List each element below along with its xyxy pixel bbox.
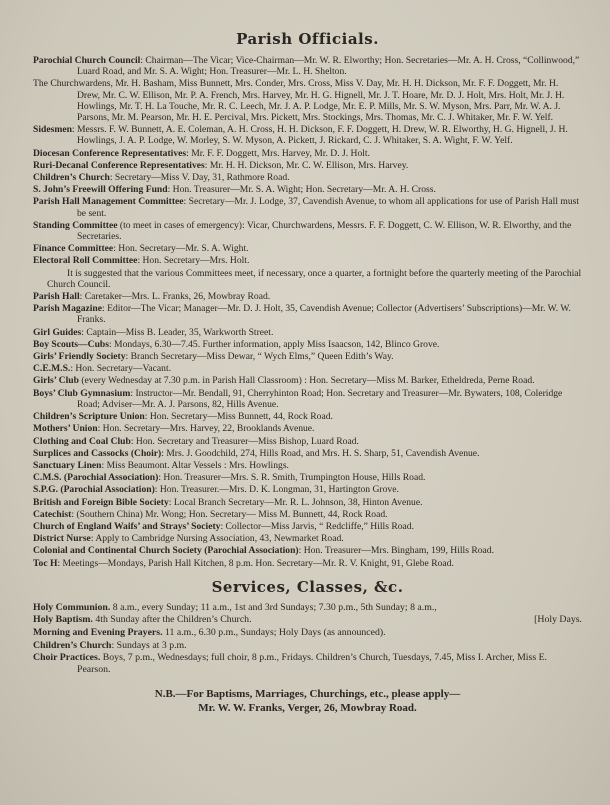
service-entry [33,652,582,675]
official-text: : Mr. H. H. Dickson, Mr. C. W. Ellison, Mrs. Harvey. [204,159,409,171]
service-entry [33,640,582,652]
official-label: Sidesmen [33,124,72,136]
official-label: C.M.S. (Parochial Association) [33,472,159,484]
official-text: : Hon. Secretary—Mrs. Harvey, 22, Brooklands Avenue. [97,423,315,435]
official-label: S.P.G. (Parochial Association) [33,484,155,496]
nb-note-line-2: Mr. W. W. Franks, Verger, 26, Mowbray Road. [198,702,417,715]
official-text: : Instructor—Mr. Bendall, 91, Cherryhinton Road; Hon. Secretary and Treasurer—Mr. Bywaters, 108, Coleridge Road; Adviser—Mr. A. J. Parsons, 82, Hills Avenue. [77,387,563,410]
official-label: Boy Scouts—Cubs [33,338,109,350]
service-entry [33,614,582,626]
service-label: Children’s Church [33,639,112,651]
official-label: Standing Committee [33,219,118,231]
service-entry [33,602,582,614]
official-entry [33,339,582,350]
official-text: (every Wednesday at 7.30 p.m. in Parish Hall Classroom) : Hon. Secretary—Miss M. Barker, Etheldreda, Perne Road. [78,375,535,387]
official-entry [33,484,582,495]
official-entry [33,291,582,302]
official-entry [33,196,582,218]
official-label: Electoral Roll Committee [33,255,138,267]
official-text: : Mr. F. F. Doggett, Mrs. Harvey, Mr. D. J. Holt. [186,147,370,159]
official-text: : Chairman—The Vicar; Vice-Chairman—Mr. W. R. Elworthy; Hon. Secretaries—Mr. A. H. Cross, “Collinwood,” Luard Road, and Mr. S. A. Wight; Hon. Treasurer—Mr. L. H. Shelton. [77,55,580,78]
official-label: Surplices and Cassocks (Choir) [33,447,162,459]
service-label: Holy Baptism. [33,614,93,626]
official-text: (to meet in cases of emergency): Vicar, Churchwardens, Messrs. F. F. Doggett, C. W. Ellison, W. R. Elworthy, and the Secretaries. [77,219,572,243]
official-text: : Messrs. F. W. Bunnett, A. E. Coleman, A. H. Cross, H. H. Dickson, F. F. Doggett, H. Drew, W. R. Elworthy, H. G. Hignell, J. H. Howlings, J. A. P. Lodge, W. Morley, S. W. Myson, A. Pickett, J. Rickard, C. J. Whitaker, S. A. Wight, F. W. Yelf. [71,124,568,147]
official-label: Ruri-Decanal Conference Representatives [33,159,205,171]
official-entry [33,160,582,171]
official-entry [33,521,582,532]
official-text: : Hon. Secretary—Mrs. Holt. [137,255,250,267]
service-text: Boys, 7 p.m., Wednesdays; full choir, 8 p.m., Fridays. Children’s Church, Tuesdays, 7.45, Miss I. Archer, Miss E. Pearson. [77,652,548,675]
official-entry [33,411,582,422]
official-text: : Mrs. J. Goodchild, 274, Hills Road, and Mrs. H. S. Sharp, 51, Cavendish Avenue. [161,447,480,459]
service-label: Choir Practices. [33,652,101,664]
official-text: : Hon. Secretary and Treasurer—Miss Bishop, Luard Road. [130,435,359,447]
official-entry [33,268,582,290]
official-entry [33,533,582,544]
official-text: : Hon. Treasurer—Mrs. S. R. Smith, Trumpington House, Hills Road. [158,472,426,484]
official-entry [33,388,582,410]
service-text: 8 a.m., every Sunday; 11 a.m., 1st and 3rd Sundays; 7.30 p.m., 5th Sunday; 8 a.m., [110,601,437,613]
official-text: : Mondays, 6.30—7.45. Further information, apply Miss Isaacson, 142, Blinco Grove. [108,338,440,350]
official-entry [33,351,582,362]
official-label: Parochial Church Council [33,55,141,66]
official-label: Finance Committee [33,243,114,255]
official-text: : Captain—Miss B. Leader, 35, Warkworth Street. [81,326,274,338]
official-entry [33,255,582,266]
service-label: Morning and Evening Prayers. [33,626,163,638]
official-text: : Hon. Treasurer.—Mrs. D. K. Longman, 31, Hartington Grove. [154,484,399,496]
official-text: : Hon. Secretary—Mr. S. A. Wight. [113,243,249,255]
official-entry [33,375,582,386]
official-label: C.E.M.S. [33,363,71,375]
official-label: Parish Hall Management Committee [33,196,184,208]
official-label: Girls’ Club [33,375,79,387]
official-entry [33,55,582,77]
official-text: : (Southern China) Mr. Wong; Hon. Secretary— Miss M. Bunnett, 44, Rock Road. [71,508,388,520]
official-label: Girls’ Friendly Society [33,351,126,363]
official-text: It is suggested that the various Committees meet, if necessary, once a quarter, a fortnight before the quarterly meeting of the Parochial Church Council. [47,267,582,290]
official-entry [33,363,582,374]
official-label: Children’s Scripture Union [33,411,145,423]
official-label: District Nurse [33,533,91,545]
official-label: Church of England Waifs’ and Strays’ Society [33,520,221,532]
official-entry [33,124,582,146]
official-label: Toc H [33,557,58,569]
official-label: Mothers’ Union [33,423,98,435]
official-entry [33,545,582,556]
official-entry [33,448,582,459]
official-text: : Secretary—Mr. J. Lodge, 37, Cavendish Avenue, to whom all applications for use of Parish Hall must be sent. [77,196,580,219]
official-text: : Hon. Treasurer—Mr. S. A. Wight; Hon. Secretary—Mr. A. H. Cross. [167,184,436,196]
services-list [33,602,582,676]
official-label: Parish Magazine [33,303,103,315]
official-text: The Churchwardens, Mr. H. Basham, Miss Bunnett, Mrs. Conder, Mrs. Cross, Miss V. Day, Mr. H. H. Dickson, Mr. F. F. Doggett, Mr. H. Drew, Mr. C. W. Ellison, Mr. P. A. French, Mrs. Harvey, Mr. H. G. Hignell, Mr. J. T. Hoare, Mr. D. J. Holt, Mrs. Holt, Mr. J. H. Howlings, Mr. T. H. La Touche, Mr. R. C. Leech, Mr. J. A. P. Lodge, Mr. E. P. Mills, Mr. S. W. Myson, Mrs. Parr, Mr. W. A. J. Parsons, Mr. M. Pearson, Mr. H. E. Percival, Mrs. Pickett, Mrs. Stockings, Mrs. Thomas, Mr. C. J. Whitaker, Mr. F. W. Yelf. [33,78,565,124]
official-entry [33,220,582,242]
official-label: Colonial and Continental Church Society (Parochial Association) [33,545,299,557]
service-label: Holy Communion. [33,601,111,613]
service-entry-main [33,614,252,626]
services-heading: Services, Classes, &c. [211,577,404,596]
official-text: : Local Branch Secretary—Mr. R. L. Johnson, 38, Hinton Avenue. [168,496,423,508]
service-text: 4th Sunday after the Children’s Church. [92,614,252,626]
nb-note-line-1: N.B.—For Baptisms, Marriages, Churchings, etc., please apply— [154,688,461,701]
official-text: : Branch Secretary—Miss Dewar, “ Wych Elms,” Queen Edith’s Way. [125,351,394,363]
official-entry [33,423,582,434]
official-text: : Hon. Treasurer—Mrs. Bingham, 199, Hills Road. [298,545,494,557]
official-label: Sanctuary Linen [33,459,102,471]
official-text: : Collector—Miss Jarvis, “ Redcliffe,” Hills Road. [220,520,415,532]
official-label: Parish Hall [33,291,80,303]
officials-heading: Parish Officials. [236,30,379,48]
service-continuation: [Holy Days. [534,614,582,626]
official-label: Catechist [33,508,72,520]
official-entry [33,243,582,254]
official-text: : Apply to Cambridge Nursing Association, 43, Newmarket Road. [90,533,344,545]
official-entry [33,558,582,569]
official-text: : Editor—The Vicar; Manager—Mr. D. J. Holt, 35, Cavendish Avenue; Collector (Advertisers’ Subscriptions)—Mr. W. W. Franks. [77,303,571,326]
official-text: : Caretaker—Mrs. L. Franks, 26, Mowbray Road. [79,291,271,303]
service-text: : Sundays at 3 p.m. [111,639,187,651]
nb-note [33,687,582,715]
officials-list [33,55,582,569]
official-entry [33,327,582,338]
official-entry [33,509,582,520]
official-entry [33,184,582,195]
official-text: : Secretary—Miss V. Day, 31, Rathmore Road. [109,172,290,184]
official-entry [33,472,582,483]
official-text: : Hon. Secretary—Vacant. [70,363,172,375]
official-entry [33,460,582,471]
official-label: S. John’s Freewill Offering Fund [33,184,168,196]
official-label: Boys’ Club Gymnasium [33,387,131,399]
official-entry [33,78,582,123]
service-text: 11 a.m., 6.30 p.m., Sundays; Holy Days (as announced). [162,626,386,638]
official-entry [33,148,582,159]
official-text: : Meetings—Mondays, Parish Hall Kitchen, 8 p.m. Hon. Secretary—Mr. R. V. Knight, 91, Glebe Road. [57,557,454,569]
official-label: Clothing and Coal Club [33,435,131,447]
official-label: British and Foreign Bible Society [33,496,169,508]
official-entry [33,172,582,183]
official-text: : Hon. Secretary—Miss Bunnett, 44, Rock Road. [144,411,333,423]
official-entry [33,303,582,325]
official-label: Diocesan Conference Representatives [33,147,187,159]
official-entry [33,497,582,508]
official-entry [33,436,582,447]
official-label: Girl Guides [33,326,82,338]
service-entry [33,627,582,639]
official-label: Children’s Church [33,172,110,184]
official-text: : Miss Beaumont. Altar Vessels : Mrs. Howlings. [101,459,289,471]
